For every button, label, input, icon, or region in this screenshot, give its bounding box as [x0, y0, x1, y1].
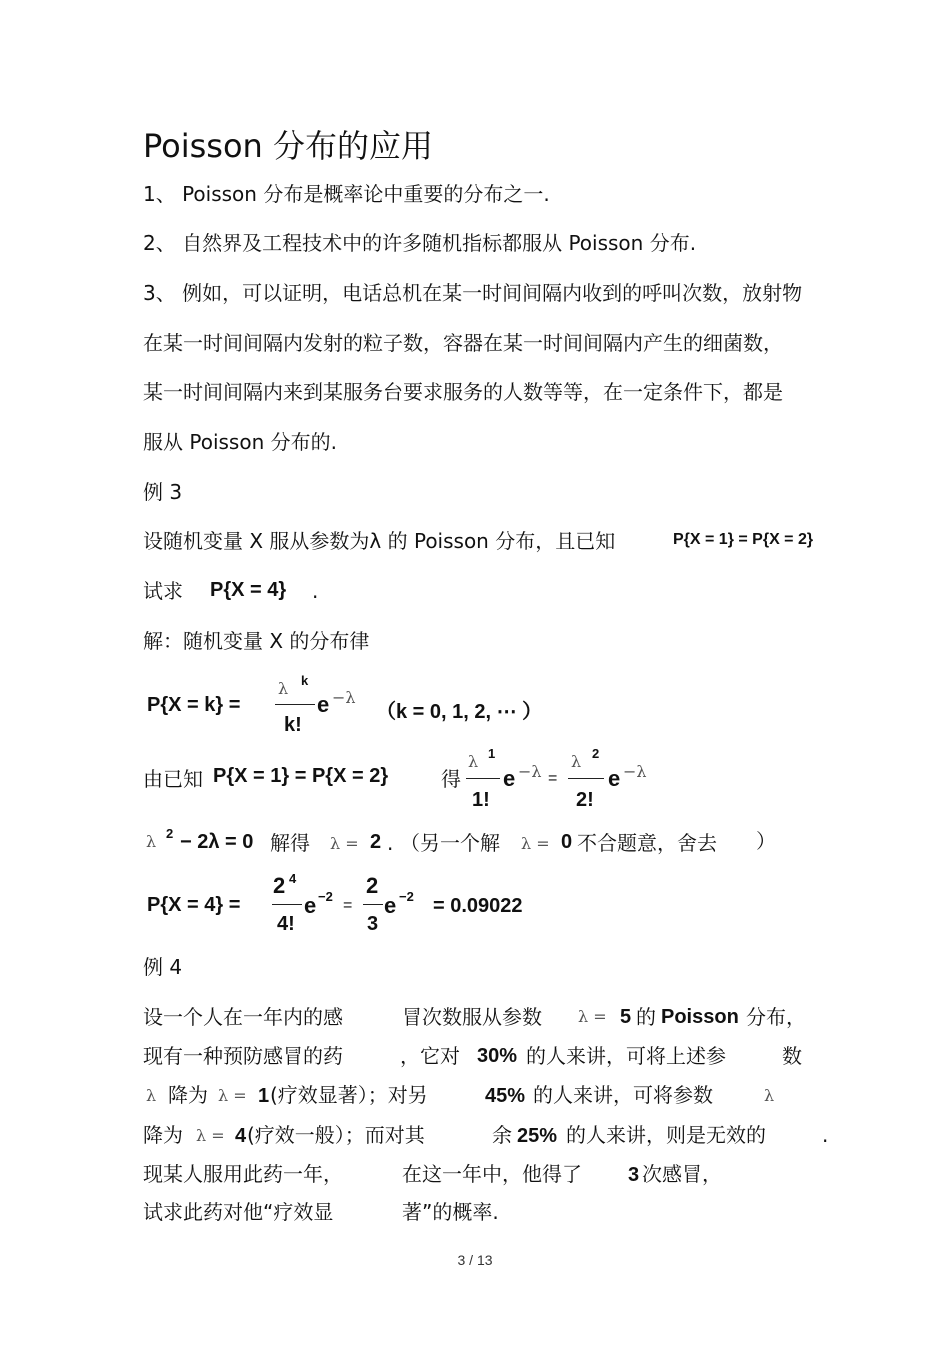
ex4-l4-four: 4: [235, 1125, 247, 1147]
quad-lambda-eq: λ =: [330, 834, 359, 853]
pmf-e: e: [317, 692, 330, 717]
given-right-e-exponent: −λ: [623, 762, 647, 781]
result-equals: =: [343, 897, 353, 914]
result-lhs: P{X = 4} =: [147, 894, 241, 916]
ex4-l1-five: 5: [620, 1006, 632, 1028]
ex4-l3-one: 1: [258, 1085, 270, 1107]
quad-lambda: λ: [146, 832, 157, 851]
ex4-l1-b: 冒次数服从参数: [402, 1005, 542, 1029]
pmf-lhs: P{X = k} =: [147, 694, 241, 716]
ex4-l1-a: 设一个人在一年内的感: [143, 1005, 343, 1029]
ex4-l5-c: 次感冒，: [642, 1162, 722, 1186]
ex4-l3-c: 的人来讲，可将参数: [533, 1083, 713, 1107]
ex4-l2-pct: 30%: [477, 1045, 518, 1067]
given-left-e-exponent: −λ: [518, 762, 542, 781]
example3-ask-prefix: 试求: [143, 579, 183, 603]
given-equals: =: [548, 770, 558, 787]
ex4-l3-pct: 45%: [485, 1085, 526, 1107]
intro-line-4: 在某一时间间隔内发射的粒子数，容器在某一时间间隔内产生的细菌数，: [143, 331, 783, 355]
result-e1-exp: −2: [318, 889, 333, 904]
given-right-exponent: 2: [592, 746, 600, 761]
example3-label: 例 3: [143, 480, 183, 504]
example3-ask-suffix: .: [312, 579, 319, 603]
ex4-l6-a: 试求此药对他“疗效显: [143, 1200, 334, 1224]
ex4-l4-lambda-eq: λ =: [196, 1126, 225, 1145]
result-e2-exp: −2: [399, 889, 414, 904]
given-left-e: e: [503, 766, 516, 791]
intro-line-6: 服从 Poisson 分布的.: [143, 430, 337, 454]
result-f2-num: 2: [366, 873, 379, 898]
result-f2-bar: [363, 904, 383, 905]
ex4-l1-de: 的: [636, 1005, 656, 1029]
quad-reject: 不合题意，舍去: [577, 831, 717, 855]
ex4-l3-lambda-end: λ: [764, 1086, 775, 1105]
quad-lambda-exponent: 2: [166, 826, 174, 841]
solution-intro: 解：随机变量 X 的分布律: [143, 629, 370, 653]
ex4-l1-lambda: λ =: [578, 1007, 607, 1026]
given-right-e: e: [608, 766, 621, 791]
intro-line-5: 某一时间间隔内来到某服务台要求服务的人数等等，在一定条件下，都是: [143, 380, 783, 404]
result-f1-exp: 4: [289, 871, 297, 886]
quad-zero: 0: [561, 831, 573, 853]
ex4-l4-b: (疗效一般）；而对其: [247, 1123, 425, 1147]
pmf-numerator-lambda: λ: [278, 679, 289, 698]
ex4-l2-d: 数: [782, 1044, 802, 1068]
ex4-l3-b: (疗效显著）；对另: [270, 1083, 428, 1107]
given-prefix: 由已知: [143, 767, 203, 791]
given-left-exponent: 1: [488, 746, 496, 761]
ex4-l1-poisson: Poisson: [661, 1006, 739, 1028]
ex4-l3-lambda-eq: λ =: [218, 1086, 247, 1105]
ex4-l4-pct: 25%: [517, 1125, 558, 1147]
given-de: 得: [441, 767, 461, 791]
result-f1-num: 2: [273, 873, 286, 898]
ex4-l1-tail: 分布，: [746, 1005, 806, 1029]
intro-line-3: 3、 例如，可以证明，电话总机在某一时间间隔内收到的呼叫次数，放射物: [143, 281, 803, 305]
result-e2: e: [384, 893, 397, 918]
page-title: Poisson 分布的应用: [143, 127, 434, 165]
pmf-numerator-exponent: k: [301, 673, 309, 688]
example3-ask-formula: P{X = 4}: [210, 579, 287, 601]
example4-label: 例 4: [143, 955, 183, 979]
pmf-denominator: k!: [284, 714, 302, 736]
ex4-l5-a: 现某人服用此药一年，: [143, 1162, 343, 1186]
quad-close: ）: [756, 829, 776, 853]
result-f2-den: 3: [367, 913, 379, 935]
ex4-l4-c: 余: [492, 1123, 512, 1147]
result-e1: e: [304, 893, 317, 918]
pmf-e-exponent: −λ: [332, 688, 356, 707]
given-left-den: 1!: [472, 789, 490, 811]
ex4-l5-b: 在这一年中，他得了: [402, 1162, 582, 1186]
given-formula: P{X = 1} = P{X = 2}: [213, 765, 389, 787]
quad-solution: 2: [370, 831, 382, 853]
example3-prompt: 设随机变量 X 服从参数为λ 的 Poisson 分布，且已知: [143, 529, 616, 553]
ex4-l4-a: 降为: [143, 1123, 183, 1147]
quad-rest: − 2λ = 0: [180, 831, 254, 853]
given-left-lambda: λ: [468, 752, 479, 771]
ex4-l4-d: 的人来讲，则是无效的: [566, 1123, 766, 1147]
ex4-l5-three: 3: [628, 1164, 640, 1186]
intro-line-2: 2、 自然界及工程技术中的许多随机指标都服从 Poisson 分布.: [143, 231, 697, 255]
given-right-lambda: λ: [571, 752, 582, 771]
result-f1-den: 4!: [277, 913, 295, 935]
example3-given-formula: P{X = 1} = P{X = 2}: [673, 531, 814, 548]
pmf-range: （k = 0, 1, 2, ⋯ ）: [376, 701, 543, 723]
ex4-l4-dot: .: [822, 1123, 829, 1147]
page-number: 3 / 13: [457, 1252, 493, 1268]
given-right-den: 2!: [576, 789, 594, 811]
quad-other: （另一个解: [400, 831, 500, 855]
ex4-l2-a: 现有一种预防感冒的药: [143, 1044, 343, 1068]
ex4-l3-a: 降为: [168, 1083, 208, 1107]
ex4-l3-lambda: λ: [146, 1086, 157, 1105]
result-f1-bar: [272, 904, 302, 905]
result-value: = 0.09022: [433, 895, 523, 917]
ex4-l2-b: ，它对: [400, 1044, 460, 1068]
ex4-l2-c: 的人来讲，可将上述参: [526, 1044, 726, 1068]
given-right-bar: [568, 778, 604, 779]
ex4-l6-b: 著”的概率.: [402, 1200, 499, 1224]
quad-lambda-eq-2: λ =: [521, 834, 550, 853]
quad-jie: 解得: [270, 831, 310, 855]
intro-line-1: 1、 Poisson 分布是概率论中重要的分布之一.: [143, 182, 550, 206]
pmf-fraction-bar: [275, 704, 315, 705]
given-left-bar: [466, 778, 500, 779]
quad-dot: .: [387, 831, 394, 855]
